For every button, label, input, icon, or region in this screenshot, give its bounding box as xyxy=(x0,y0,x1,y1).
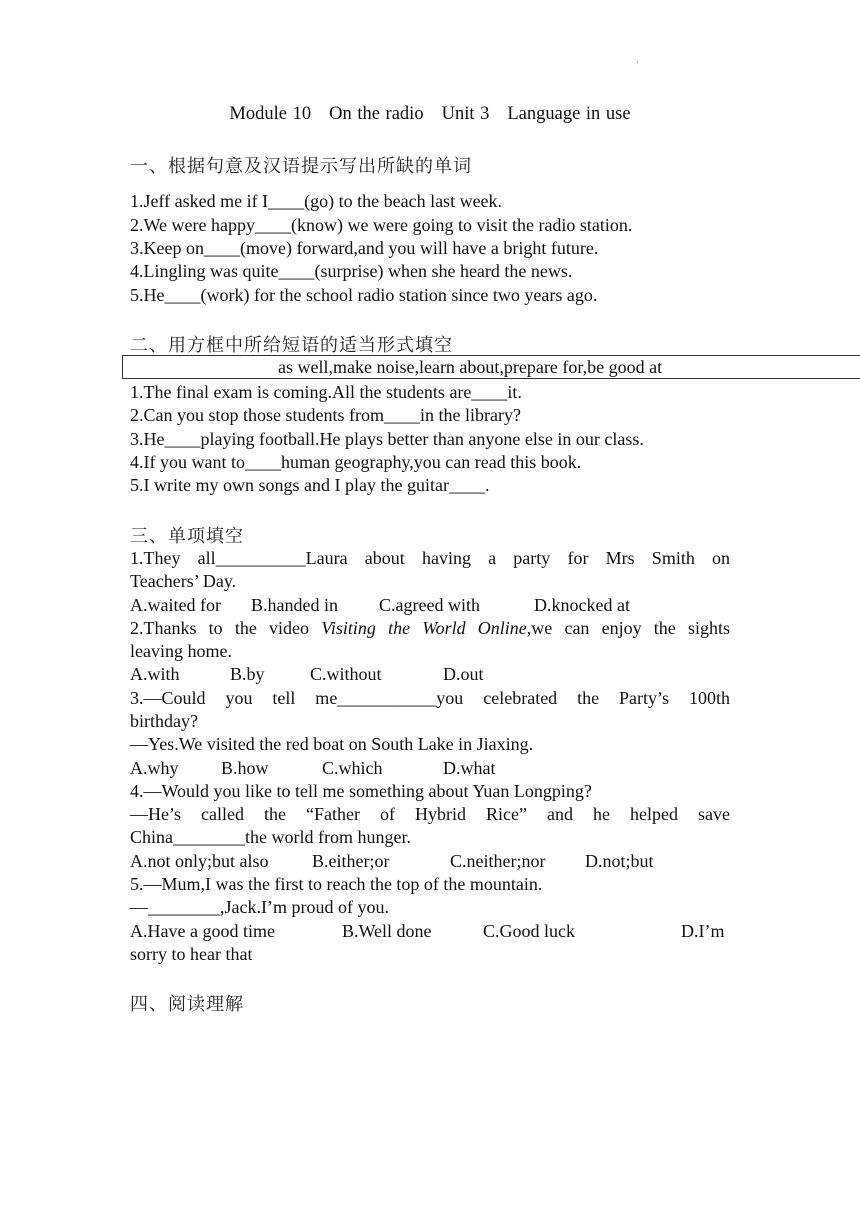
q5-option-a: A.Have a good time xyxy=(130,921,275,941)
q2-post: ,we can enjoy the sights xyxy=(526,618,730,638)
part2-heading: 二、用方框中所给短语的适当形式填空 xyxy=(130,335,453,356)
q5-line1: 5.—Mum,I was the first to reach the top of the mountain. xyxy=(130,874,543,894)
part2-item-3: 3.He____playing football.He plays better than anyone else in our class. xyxy=(130,429,644,449)
phrase-box xyxy=(122,355,860,379)
q3-option-b: B.how xyxy=(221,758,269,778)
q1-option-a: A.waited for xyxy=(130,595,221,615)
part2-item-2: 2.Can you stop those students from____in the library? xyxy=(130,405,521,425)
part1-item-1: 1.Jeff asked me if I____(go) to the beach last week. xyxy=(130,191,503,211)
q2-option-d: D.out xyxy=(443,664,484,684)
part1-item-3: 3.Keep on____(move) forward,and you will have a bright future. xyxy=(130,238,599,258)
page-mark: · xyxy=(636,58,639,67)
q2-option-a: A.with xyxy=(130,664,180,684)
q2-options xyxy=(130,663,484,686)
q5-option-d-continued: sorry to hear that xyxy=(130,944,253,964)
q2-video-title: Visiting the World Online xyxy=(321,618,527,638)
title-module: Module 10 xyxy=(229,104,312,124)
part1-heading: 一、根据句意及汉语提示写出所缺的单词 xyxy=(130,156,472,177)
part2-item-4: 4.If you want to____human geography,you can read this book. xyxy=(130,452,582,472)
q4-option-b: B.either;or xyxy=(312,851,390,871)
q2-option-b: B.by xyxy=(230,664,265,684)
q3-option-c: C.which xyxy=(322,758,383,778)
q4-option-d: D.not;but xyxy=(585,851,654,871)
q3-line3: —Yes.We visited the red boat on South Lake in Jiaxing. xyxy=(130,734,534,754)
page-title xyxy=(0,104,860,125)
q4-line2: —He’s called the “Father of Hybrid Rice” and he helped save xyxy=(130,804,730,824)
q1-options xyxy=(130,594,630,617)
q2-line2: leaving home. xyxy=(130,641,232,661)
q3-line1: 3.—Could you tell me___________you celebrated the Party’s 100th xyxy=(130,688,730,708)
phrase-list: as well,make noise,learn about,prepare for,be good at xyxy=(278,357,663,377)
q4-line1: 4.—Would you like to tell me something about Yuan Longping? xyxy=(130,781,592,801)
q3-options xyxy=(130,757,496,780)
q1-option-d: D.knocked at xyxy=(534,595,630,615)
q2-line1 xyxy=(130,617,730,640)
title-unit: Unit 3 xyxy=(441,104,490,124)
q3-option-d: D.what xyxy=(443,758,496,778)
q5-option-b: B.Well done xyxy=(342,921,432,941)
part2-item-1: 1.The final exam is coming.All the students are____it. xyxy=(130,382,522,402)
title-topic: On the radio xyxy=(329,104,424,124)
q4-options xyxy=(130,850,654,873)
q5-option-c: C.Good luck xyxy=(483,921,575,941)
part1-item-4: 4.Lingling was quite____(surprise) when she heard the news. xyxy=(130,261,573,281)
q5-option-d: D.I’m xyxy=(681,921,725,941)
q2-option-c: C.without xyxy=(310,664,382,684)
part1-item-2: 2.We were happy____(know) we were going to visit the radio station. xyxy=(130,215,633,235)
q1-line2: Teachers’ Day. xyxy=(130,571,237,591)
q1-option-c: C.agreed with xyxy=(379,595,480,615)
q2-pre: 2.Thanks to the video xyxy=(130,618,322,638)
q1-option-b: B.handed in xyxy=(251,595,338,615)
part3-heading: 三、单项填空 xyxy=(130,526,244,547)
part2-item-5: 5.I write my own songs and I play the guitar____. xyxy=(130,475,490,495)
q3-line2: birthday? xyxy=(130,711,198,731)
q3-option-a: A.why xyxy=(130,758,179,778)
q4-option-c: C.neither;nor xyxy=(450,851,546,871)
part1-item-5: 5.He____(work) for the school radio station since two years ago. xyxy=(130,285,598,305)
q1-line1: 1.They all__________Laura about having a party for Mrs Smith on xyxy=(130,548,730,568)
q5-line2: —________,Jack.I’m proud of you. xyxy=(130,897,389,917)
q4-line3: China________the world from hunger. xyxy=(130,827,411,847)
title-section: Language in use xyxy=(507,104,631,124)
q4-option-a: A.not only;but also xyxy=(130,851,269,871)
part4-heading: 四、阅读理解 xyxy=(130,994,244,1015)
q5-options xyxy=(130,920,725,943)
